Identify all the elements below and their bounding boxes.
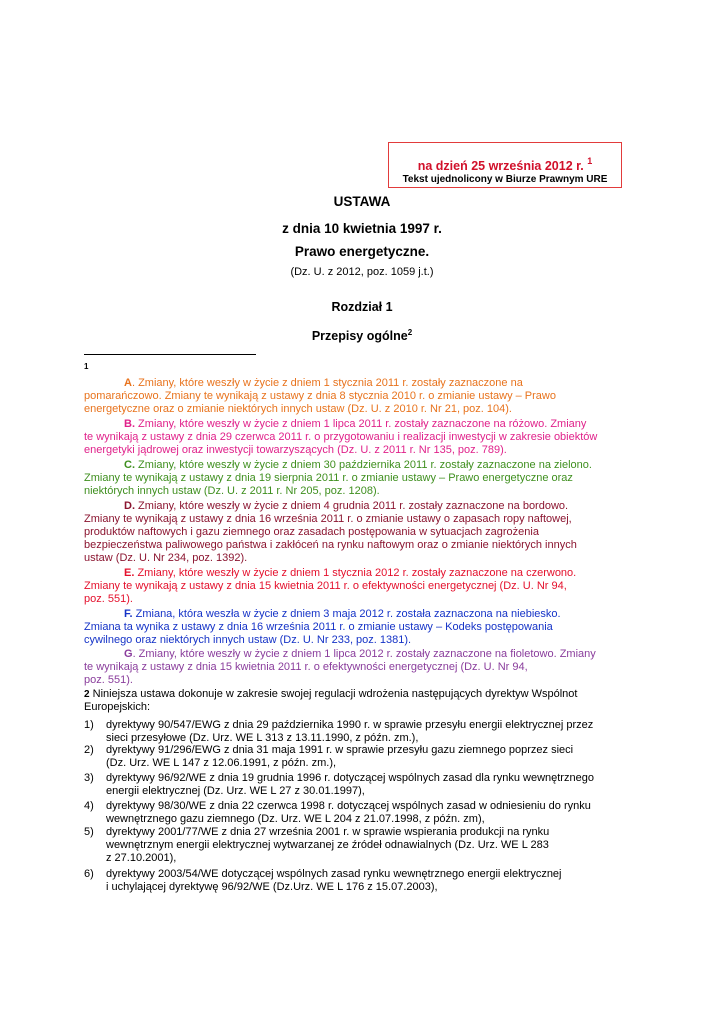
footnote-1-amendment-e: E. Zmiany, które weszły w życie z dniem 1 stycznia 2012 r. zostały zaznaczone na czerwono. Zmiany te wynikają z ustawy z dnia 15 kwietnia 2011 r. o efektywności energetycznej (Dz. U. Nr 94, poz. 551). [84, 567, 577, 605]
footnote-1-amendment-g: G. Zmiany, które weszły w życie z dniem 1 lipca 2012 r. zostały zaznaczone na fioletowo. Zmiany te wynikają z ustawy z dnia 15 kwietnia 2011 r. o efektywności energetycznej (Dz. U. Nr 94, poz. 551). [84, 648, 596, 686]
consolidation-stamp [388, 142, 622, 188]
chapter-title: Przepisy ogólne$^2$ [311, 328, 413, 344]
footnote-1-amendment-b: B. Zmiany, które weszły w życie z dniem 1 lipca 2011 r. zostały zaznaczone na różowo. Zmiany te wynikają z ustawy z dnia 29 czerwca 2011 r. o przygotowaniu i realizacji inwestycji w zakresie obiektów energetyki jądrowej oraz inwestycji towarzyszących (Dz. U. z 2011 r. Nr 135, poz. 789). [84, 418, 598, 456]
act-source: (Dz. U. z 2012, poz. 1059 j.t.) [290, 266, 434, 278]
chapter-heading: Rozdział 1 [331, 300, 393, 314]
footnote-2-intro: 2 Niniejsza ustawa dokonuje w zakresie swojej regulacji wdrożenia następujących dyrektyw Wspólnot Europejskich: [84, 688, 578, 713]
stamp-note: Tekst ujednolicony w Biurze Prawnym URE [402, 174, 608, 185]
footnote-1-mark: 1 [84, 362, 89, 371]
act-name: Prawo energetyczne. [294, 244, 430, 259]
footnote-1-amendment-f: F. Zmiana, która weszła w życie z dniem 3 maja 2012 r. została zaznaczona na niebiesko. Zmiana ta wynika z ustawy z dnia 16 września 2011 r. o zmianie ustawy – Kodeks postępowania cywilnego oraz niektórych innych ustaw (Dz. U. Nr 233, poz. 1381). [84, 608, 561, 646]
act-type: USTAWA [333, 194, 391, 209]
stamp-date: na dzień 25 września 2012 r. $^1$ [417, 156, 593, 174]
document-page: na dzień 25 września 2012 r. $^1$ Tekst ujednolicony w Biurze Prawnym URE USTAWA z dnia 10 kwietnia 1997 r. Prawo energetyczne. (Dz. U. z 2012, poz. 1059 j.t.) Rozdział 1 Przepisy ogólne$^2$ 1 A. Zmiany, które weszły w życie z dniem 1 stycznia 2011 r. zostały zaznaczone na pomarańczowo. Zmiany te wynikają z ustawy z dnia 8 stycznia 2010 r. o zmianie ustawy – Prawo energetyczne oraz o zmianie niektórych innych ustaw (Dz. U. z 2010 r. Nr 21, poz. 104). B. Zmiany, które weszły w życie z dniem 1 lipca 2011 r. zostały zaznaczone na różowo. Zmiany te wynikają z ustawy z dnia 29 czerwca 2011 r. o przygotowaniu i realizacji inwestycji w zakresie obiektów energetyki jądrowej oraz inwestycji towarzyszących (Dz. U. z 2011 r. Nr 135, poz. 789). C. Zmiany, które weszły w życie z dniem 30 października 2011 r. zostały zaznaczone na zielono. Zmiany te wynikają z ustawy z dnia 19 sierpnia 2011 r. o zmianie ustawy – Prawo energetyczne oraz niektórych innych ustaw (Dz. U. z 2011 r. Nr 205, poz. 1208). D. Zmiany, które weszły w życie z dniem 4 grudnia 2011 r. zostały zaznaczone na bordowo. Zmiany te wynikają z ustawy z dnia 16 września 2011 r. o zmianie ustawy o zapasach ropy naftowej, produktów naftowych i gazu ziemnego oraz zasadach postępowania w sytuacjach zagrożenia bezpieczeństwa paliwowego państwa i zakłóceń na rynku naftowym oraz o zmianie niektórych innych ustaw (Dz. U. Nr 234, poz. 1392). E. Zmiany, które weszły w życie z dniem 1 stycznia 2012 r. zostały zaznaczone na czerwono. Zmiany te wynikają z ustawy z dnia 15 kwietnia 2011 r. o efektywności energetycznej (Dz. U. Nr 94, poz. 551). F. Zmiana, która weszła w życie z dniem 3 maja 2012 r. została zaznaczona na niebiesko. Zmiana ta wynika z ustawy z dnia 16 września 2011 r. o zmianie ustawy – Kodeks postępowania cywilnego oraz niektórych innych ustaw (Dz. U. Nr 233, poz. 1381). G. Zmiany, które weszły w życie z dniem 1 lipca 2012 r. zostały zaznaczone na fioletowo. Zmiany te wynikają z ustawy z dnia 15 kwietnia 2011 r. o efektywności energetycznej (Dz. U. Nr 94, poz. 551). 2 Niniejsza ustawa dokonuje w zakresie swojej regulacji wdrożenia następujących dyrektyw Wspólnot Europejskich: 1) dyrektywy 90/547/EWG z dnia 29 października 1990 r. w sprawie przesyłu energii elektrycznej przez sieci przesyłowe (Dz. Urz. WE L 313 z 13.11.1990, z późn. zm.), 2) dyrektywy 91/296/EWG z dnia 31 maja 1991 r. w sprawie przesyłu gazu ziemnego poprzez sieci (Dz. Urz. WE L 147 z 12.06.1991, z późn. zm.), 3) dyrektywy 96/92/WE z dnia 19 grudnia 1996 r. dotyczącej wspólnych zasad dla rynku wewnętrznego energii elektrycznej (Dz. Urz. WE L 27 z 30.01.1997), 4) dyrektywy 98/30/WE z dnia 22 czerwca 1998 r. dotyczącej wspólnych zasad w odniesieniu do rynku wewnętrznego gazu ziemnego (Dz. Urz. WE L 204 z 21.07.1998, z późn. zm), 5) dyrektywy 2001/77/WE z dnia 27 września 2001 r. w sprawie wspierania produkcji na rynku wewnętrznym energii elektrycznej wytwarzanej ze źródeł odnawialnych (Dz. Urz. WE L 283 z 27.10.2001), 6) dyrektywy 2003/54/WE dotyczącej wspólnych zasad rynku wewnętrznego energii elektrycznej i uchylającej dyrektywę 96/92/WE (Dz.Urz. WE L 176 z 15.07.2003), [0, 0, 724, 1024]
footnote-separator [84, 354, 256, 355]
footnote-1-amendment-a: A. Zmiany, które weszły w życie z dniem 1 stycznia 2011 r. zostały zaznaczone na pomarańczowo. Zmiany te wynikają z ustawy z dnia 8 stycznia 2010 r. o zmianie ustawy – Prawo energetyczne oraz o zmianie niektórych innych ustaw (Dz. U. z 2010 r. Nr 21, poz. 104). [84, 377, 556, 415]
footnote-1-amendment-c: C. Zmiany, które weszły w życie z dniem 30 października 2011 r. zostały zaznaczone na zielono. Zmiany te wynikają z ustawy z dnia 19 sierpnia 2011 r. o zmianie ustawy – Prawo energetyczne oraz niektórych innych ustaw (Dz. U. z 2011 r. Nr 205, poz. 1208). [84, 459, 592, 497]
footnote-1-amendment-d: D. Zmiany, które weszły w życie z dniem 4 grudnia 2011 r. zostały zaznaczone na bordowo. Zmiany te wynikają z ustawy z dnia 16 września 2011 r. o zmianie ustawy o zapasach ropy naftowej, produktów naftowych i gazu ziemnego oraz zasadach postępowania w sytuacjach zagrożenia bezpieczeństwa paliwowego państwa i zakłóceń na rynku naftowym oraz o zmianie niektórych innych ustaw (Dz. U. Nr 234, poz. 1392). [84, 500, 577, 564]
act-date: z dnia 10 kwietnia 1997 r. [282, 221, 442, 236]
footnote-2-mark: 2 [84, 689, 90, 700]
